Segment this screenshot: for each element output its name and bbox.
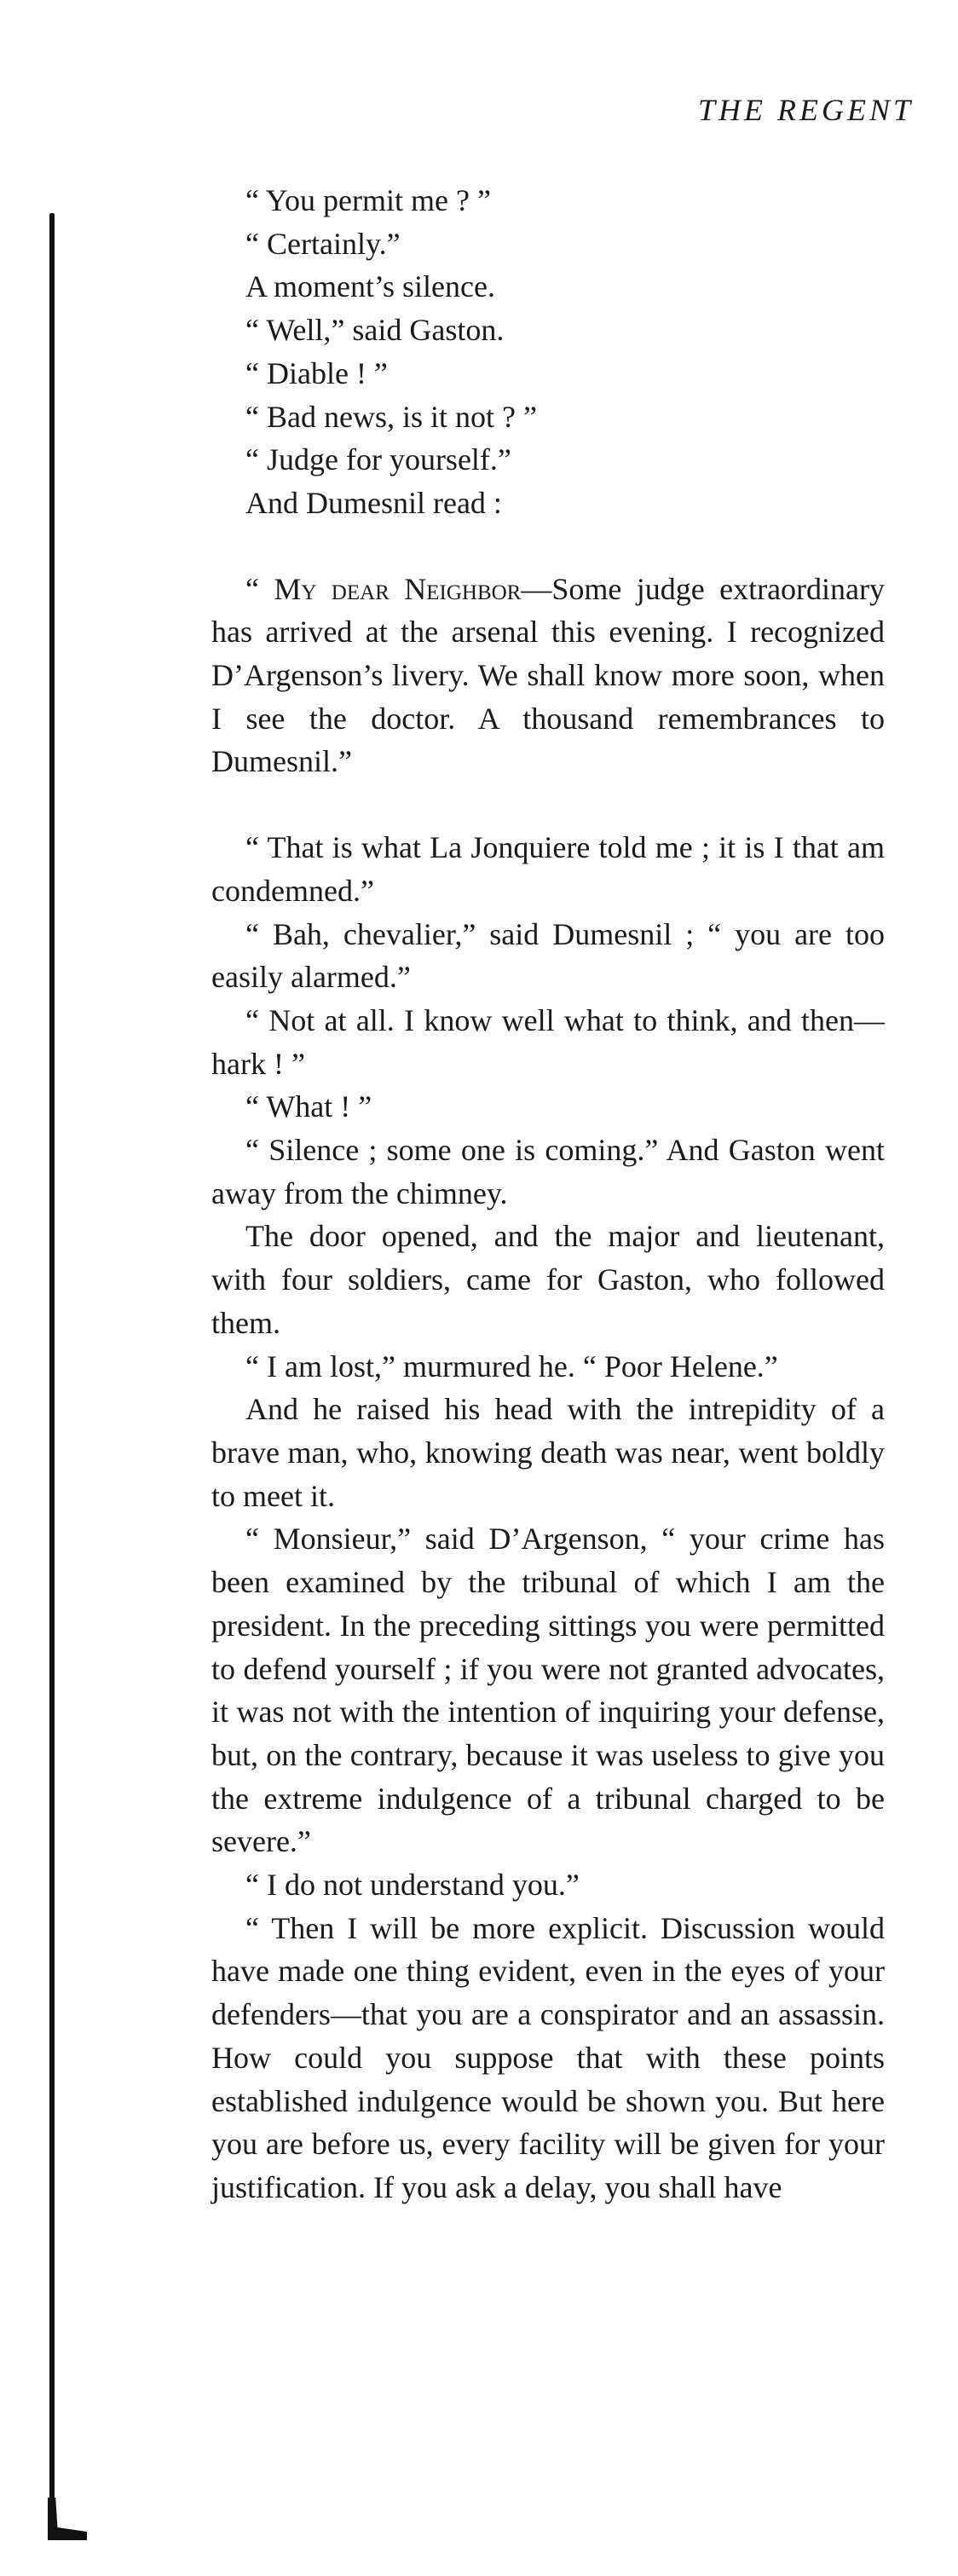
paragraph: “ Not at all. I know well what to think, and then—hark ! ” (211, 1002, 885, 1081)
paragraph: “ What ! ” (245, 1089, 372, 1124)
paragraph: “ You permit me ? ” (245, 183, 491, 217)
letter-salutation: “ My dear Neighbor (245, 571, 522, 606)
paragraph: “ I do not understand you.” (245, 1868, 580, 1903)
paragraph: And he raised his head with the intrepidity of a brave man, who, knowing death was near, went boldly to meet it. (211, 1392, 885, 1513)
letter-text: —Some judge extraordinary has arrived at the arsenal this evening. I recognized D’Argenson’s livery. We shall know more soon, when I see the doctor. A thousand remembrances to Dumesnil.” (211, 571, 886, 779)
binding-edge (49, 213, 55, 2540)
paragraph: “ I am lost,” murmured he. “ Poor Helene.” (245, 1349, 778, 1383)
letter-paragraph (211, 568, 885, 784)
paragraph: “ Well,” said Gaston. (245, 313, 505, 348)
binding-edge-foot (48, 2498, 87, 2540)
paragraph: “ That is what La Jonquiere told me ; it is I that am condemned.” (211, 830, 885, 908)
paragraph: “ Diable ! ” (245, 355, 388, 390)
section-gap (211, 525, 885, 568)
page-body (211, 179, 885, 2209)
paragraph: “ Then I will be more explicit. Discussion would have made one thing evident, even in the eyes of your defenders—that you are a conspirator and an assassin. How could you suppose that with these points established indulgence would be shown you. But here you are before us, every facility will be given for your justification. If you ask a delay, you shall have (211, 1910, 885, 2204)
section-gap (211, 783, 885, 826)
paragraph: “ Bad news, is it not ? ” (245, 399, 537, 434)
paragraph: “ Monsieur,” said D’Argenson, “ your crime has been examined by the tribunal of which I am the president. In the preceding sittings you were permitted to defend yourself ; if you were not granted advocates, it was not with the intention of inquiring your defense, but, on the contrary, because it was useless to give you the extreme indulgence of a tribunal charged to be severe.” (211, 1522, 885, 1859)
running-head: THE REGENT (697, 93, 914, 127)
paragraph: “ Judge for yourself.” (245, 442, 511, 477)
paragraph: “ Bah, chevalier,” said Dumesnil ; “ you are too easily alarmed.” (211, 916, 885, 995)
paragraph: The door opened, and the major and lieutenant, with four soldiers, came for Gaston, who followed them. (211, 1219, 885, 1340)
paragraph: “ Certainly.” (245, 226, 401, 261)
paragraph: And Dumesnil read : (245, 485, 502, 520)
paragraph: A moment’s silence. (245, 269, 495, 304)
paragraph: “ Silence ; some one is coming.” And Gaston went away from the chimney. (211, 1133, 885, 1210)
